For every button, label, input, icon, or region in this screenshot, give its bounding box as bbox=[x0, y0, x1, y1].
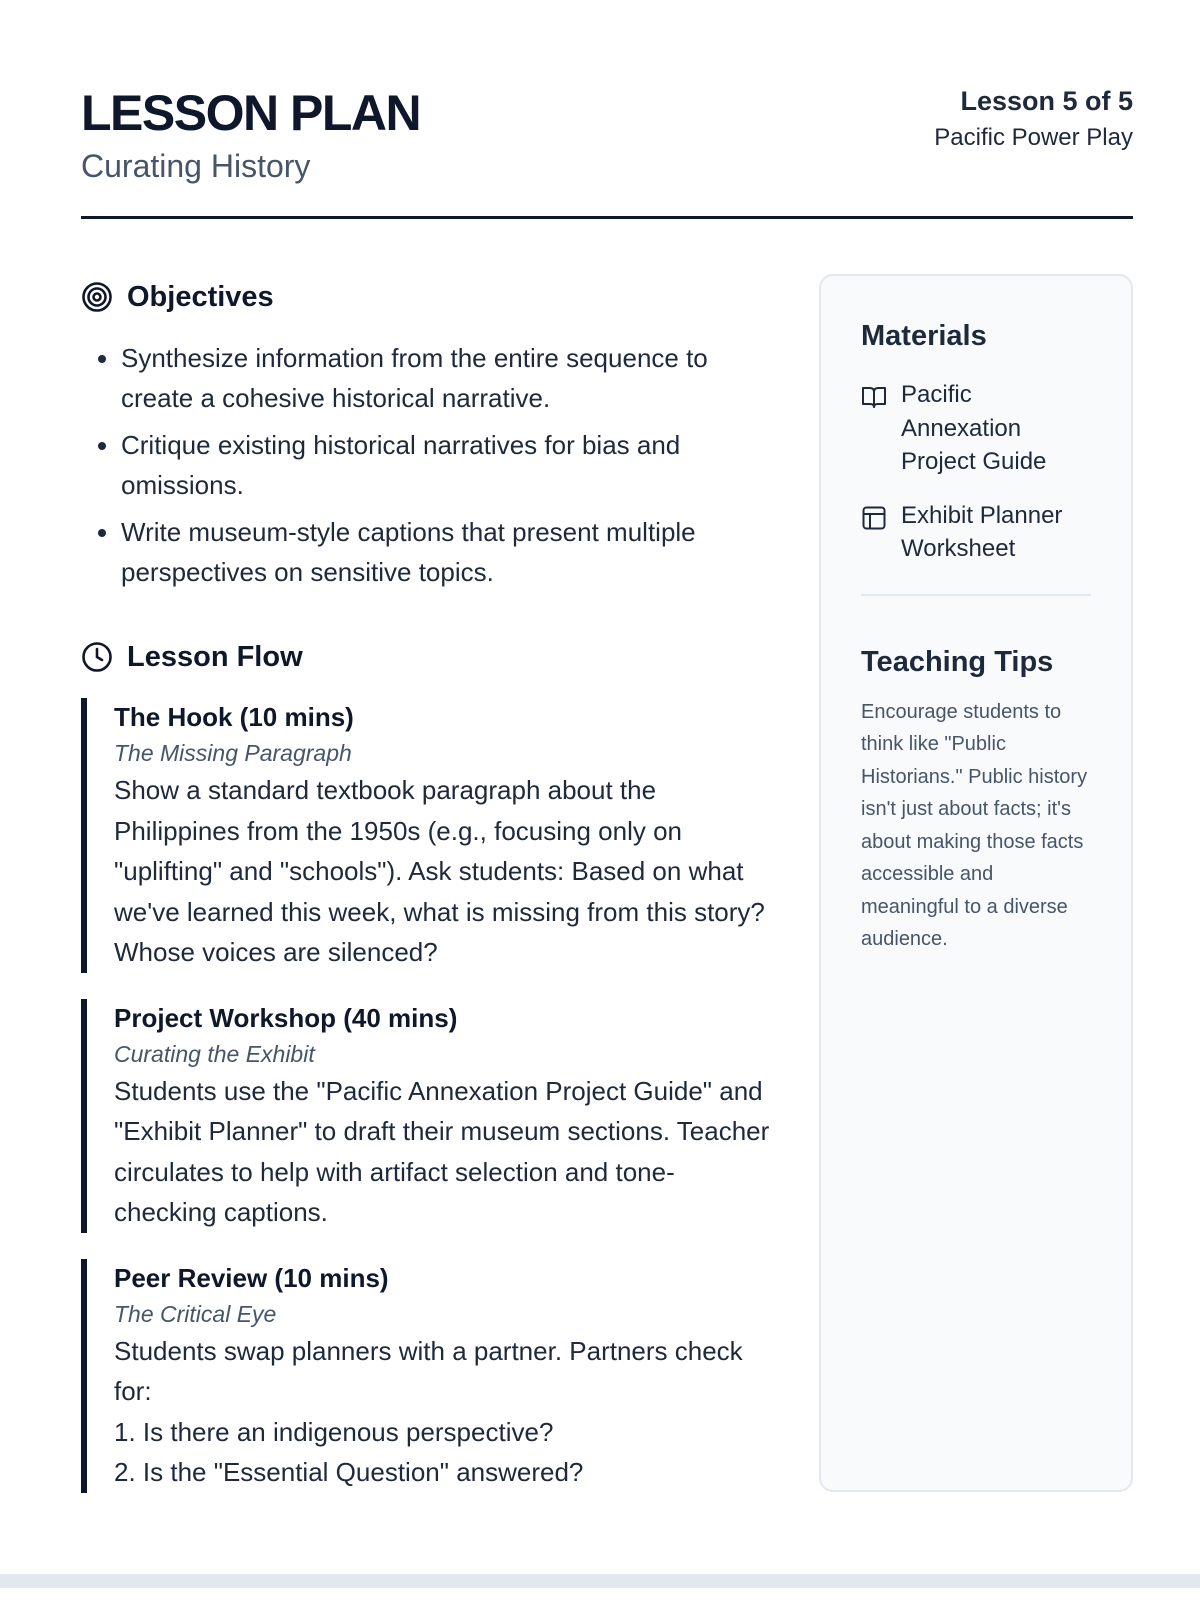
objective-item: • Write museum-style captions that present multiple perspectives on sensitive topics. bbox=[121, 512, 771, 592]
lesson-subtitle: Curating History bbox=[81, 148, 311, 184]
teaching-tips-text: Encourage students to think like "Public Historians." Public history isn't just about facts; it's about making those facts accessible and meaningful to a diverse audience. bbox=[861, 700, 1088, 950]
main-column bbox=[81, 272, 771, 1519]
flow-step-workshop bbox=[81, 999, 771, 1233]
footer-bar bbox=[0, 1574, 1200, 1588]
objectives-header bbox=[81, 272, 771, 322]
lesson-plan-page bbox=[81, 0, 1133, 1572]
material-item bbox=[861, 499, 1091, 566]
header-divider bbox=[81, 216, 1133, 219]
clock-icon bbox=[81, 641, 113, 673]
step-subtitle: Curating the Exhibit bbox=[114, 1040, 315, 1067]
objectives-list bbox=[81, 338, 771, 592]
objectives-heading: Objectives bbox=[127, 280, 274, 313]
step-subtitle: The Missing Paragraph bbox=[114, 740, 352, 766]
step-title: Peer Review (10 mins) bbox=[114, 1262, 389, 1293]
material-label: Exhibit Planner Worksheet bbox=[901, 501, 1063, 562]
step-title: The Hook (10 mins) bbox=[114, 702, 354, 732]
flow-step-hook bbox=[81, 698, 771, 973]
sidebar-panel bbox=[819, 274, 1133, 1492]
materials-heading: Materials bbox=[861, 320, 987, 352]
material-label: Pacific Annexation Project Guide bbox=[901, 381, 1047, 475]
lesson-number: Lesson 5 of 5 bbox=[960, 86, 1133, 116]
unit-name: Pacific Power Play bbox=[934, 124, 1133, 151]
step-subtitle: The Critical Eye bbox=[114, 1300, 277, 1327]
layout-icon bbox=[861, 505, 887, 531]
lesson-flow-header bbox=[81, 632, 771, 682]
step-title: Project Workshop (40 mins) bbox=[114, 1002, 458, 1033]
step-body: Students use the "Pacific Annexation Project Guide" and "Exhibit Planner" to draft their museum sections. Teacher circulates to help with artifact selection and tone-checking captions. bbox=[114, 1075, 770, 1227]
target-icon bbox=[81, 281, 113, 313]
objective-item: • Synthesize information from the entire sequence to create a cohesive historical narrative. bbox=[121, 338, 771, 418]
objective-item: • Critique existing historical narratives for bias and omissions. bbox=[121, 425, 771, 505]
book-icon bbox=[861, 384, 887, 410]
header bbox=[81, 84, 1133, 216]
step-body: Students swap planners with a partner. Partners check for: 1. Is there an indigenous perspective? 2. Is the "Essential Question" answered? bbox=[114, 1335, 743, 1487]
lesson-flow-heading: Lesson Flow bbox=[127, 640, 303, 673]
material-item bbox=[861, 378, 1091, 479]
teaching-tips-heading: Teaching Tips bbox=[861, 645, 1054, 678]
sidebar-divider bbox=[861, 594, 1091, 596]
page-title: LESSON PLAN bbox=[81, 85, 421, 141]
step-body: Show a standard textbook paragraph about the Philippines from the 1950s (e.g., focusing only on "uplifting" and "schools"). Ask students: Based on what we've learned this week, what is missing from this story? Whose voices are silenced? bbox=[114, 775, 765, 967]
materials-list bbox=[861, 378, 1091, 566]
lesson-flow-list bbox=[81, 698, 771, 1493]
flow-step-peer-review bbox=[81, 1259, 771, 1493]
